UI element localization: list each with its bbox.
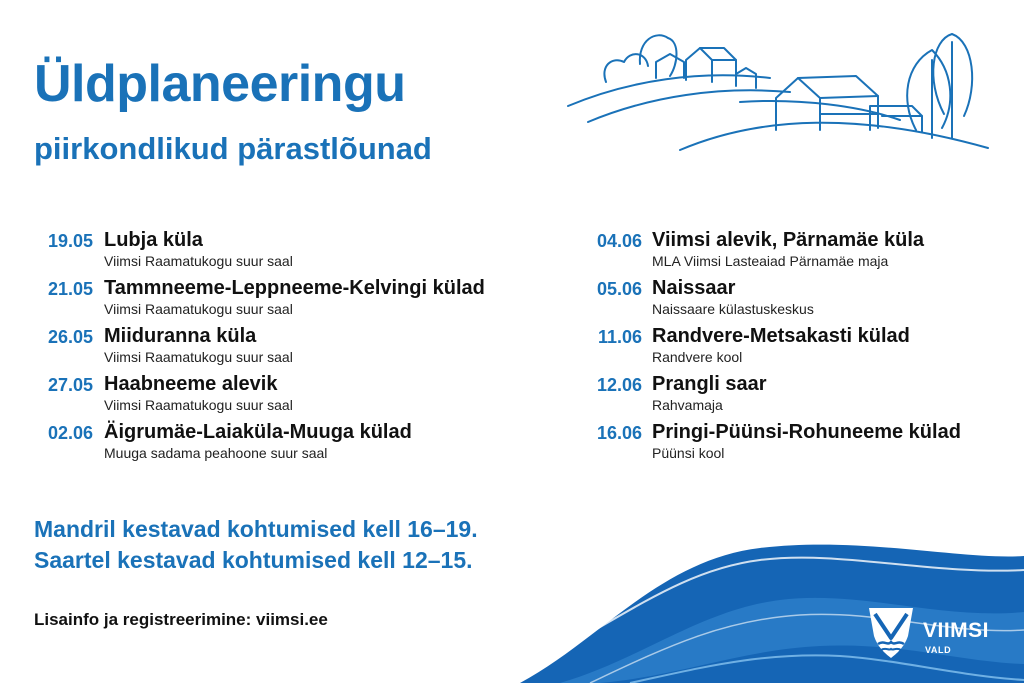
event-place: Lubja küla	[104, 229, 203, 251]
page-title: Üldplaneeringu	[34, 55, 406, 113]
event-venue: Rahvamaja	[652, 397, 723, 413]
island-times: Saartel kestavad kohtumised kell 12–15.	[34, 547, 473, 573]
event-date: 26.05	[47, 327, 93, 347]
mainland-times: Mandril kestavad kohtumised kell 16–19.	[34, 516, 478, 542]
event-venue: Randvere kool	[652, 349, 743, 365]
event-place: Miiduranna küla	[104, 325, 257, 347]
event-date: 27.05	[47, 375, 93, 395]
event-venue: Muuga sadama peahoone suur saal	[104, 445, 328, 461]
event-place: Haabneeme alevik	[104, 373, 278, 395]
event-venue: Viimsi Raamatukogu suur saal	[104, 253, 293, 269]
event-venue: MLA Viimsi Lasteaiad Pärnamäe maja	[652, 253, 889, 269]
logo-subtitle: VALD	[925, 645, 952, 655]
event-place: Pringi-Püünsi-Rohuneeme külad	[652, 421, 961, 443]
event-date: 05.06	[596, 279, 642, 299]
event-place: Viimsi alevik, Pärnamäe küla	[652, 229, 925, 251]
event-date: 16.06	[596, 423, 642, 443]
event-place: Tammneeme-Leppneeme-Kelvingi külad	[104, 277, 485, 299]
logo-name: VIIMSI	[923, 619, 990, 642]
viimsi-crest-icon	[866, 604, 916, 660]
event-date: 21.05	[47, 279, 93, 299]
event-venue: Viimsi Raamatukogu suur saal	[104, 349, 293, 365]
page-subtitle: piirkondlikud pärastlõunad	[34, 131, 432, 166]
event-place: Prangli saar	[652, 373, 767, 395]
event-venue: Naissaare külastuskeskus	[652, 301, 814, 317]
event-date: 02.06	[47, 423, 93, 443]
event-date: 11.06	[597, 327, 642, 347]
event-venue: Viimsi Raamatukogu suur saal	[104, 397, 293, 413]
event-place: Randvere-Metsakasti külad	[652, 325, 910, 347]
info-link-text: Lisainfo ja registreerimine: viimsi.ee	[34, 610, 328, 629]
event-date: 04.06	[596, 231, 642, 251]
event-place: Äigrumäe-Laiaküla-Muuga külad	[104, 421, 412, 443]
event-venue: Püünsi kool	[652, 445, 725, 461]
event-date: 12.06	[596, 375, 642, 395]
event-date: 19.05	[47, 231, 93, 251]
event-venue: Viimsi Raamatukogu suur saal	[104, 301, 293, 317]
event-place: Naissaar	[652, 277, 736, 299]
